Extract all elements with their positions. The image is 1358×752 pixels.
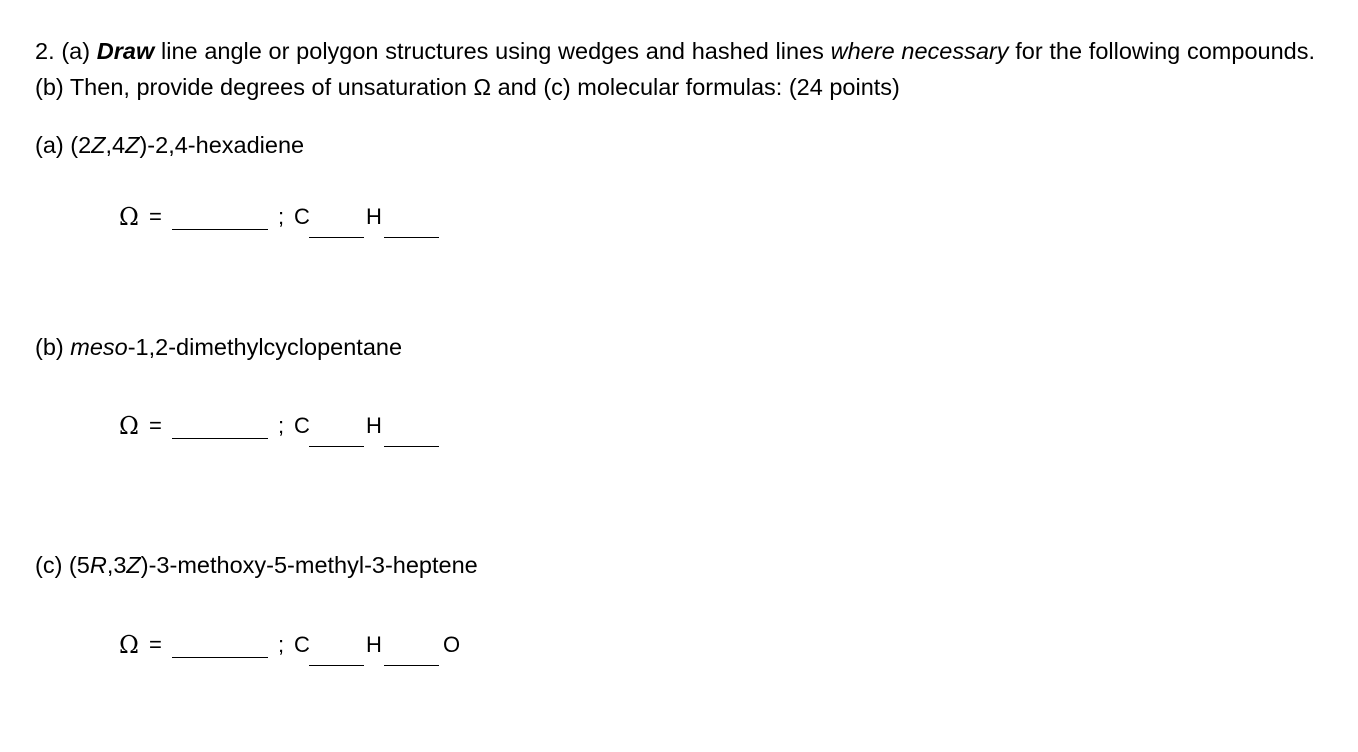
omega-symbol: Ω [119,412,139,440]
equals-sign: = [149,632,162,657]
hydrogen-label: H [366,413,382,438]
oxygen-label: O [443,632,461,657]
question-prefix: 2. (a) [35,38,97,64]
question-text [35,33,1315,105]
omega-symbol: Ω [119,203,139,231]
question-draw-emphasis: Draw [96,38,155,64]
part-a-answer-row [0,204,1358,244]
hydrogen-count-blank[interactable] [384,446,439,447]
carbon-label: C [294,632,310,657]
question-text-part1: line angle or polygon structures using wedges and hashed lines [154,38,831,64]
equals-sign: = [149,204,162,229]
omega-symbol: Ω [119,631,139,659]
part-b-title: (b) meso-1,2-dimethylcyclopentane [35,334,403,360]
semicolon: ; [278,632,285,657]
omega-answer-blank[interactable] [172,657,268,658]
semicolon: ; [278,204,285,229]
carbon-label: C [294,204,310,229]
question-where-emphasis: where necessary [830,38,1009,64]
hydrogen-count-blank[interactable] [384,665,439,666]
hydrogen-label: H [366,204,382,229]
carbon-count-blank[interactable] [309,237,364,238]
part-c-title: (c) (5R,3Z)-3-methoxy-5-methyl-3-heptene [35,552,478,578]
semicolon: ; [278,413,285,438]
question-text-part2: for the following compounds. (b) Then, provide degrees of unsaturation Ω and (c) molecular formulas: (24 points) [35,38,1315,100]
hydrogen-label: H [366,632,382,657]
part-b-answer-row [0,413,1358,453]
equals-sign: = [149,413,162,438]
carbon-count-blank[interactable] [309,665,364,666]
omega-answer-blank[interactable] [172,438,268,439]
omega-answer-blank[interactable] [172,229,268,230]
carbon-count-blank[interactable] [309,446,364,447]
carbon-label: C [294,413,310,438]
hydrogen-count-blank[interactable] [384,237,439,238]
part-a-title: (a) (2Z,4Z)-2,4-hexadiene [35,132,305,158]
part-c-answer-row [0,632,1358,672]
